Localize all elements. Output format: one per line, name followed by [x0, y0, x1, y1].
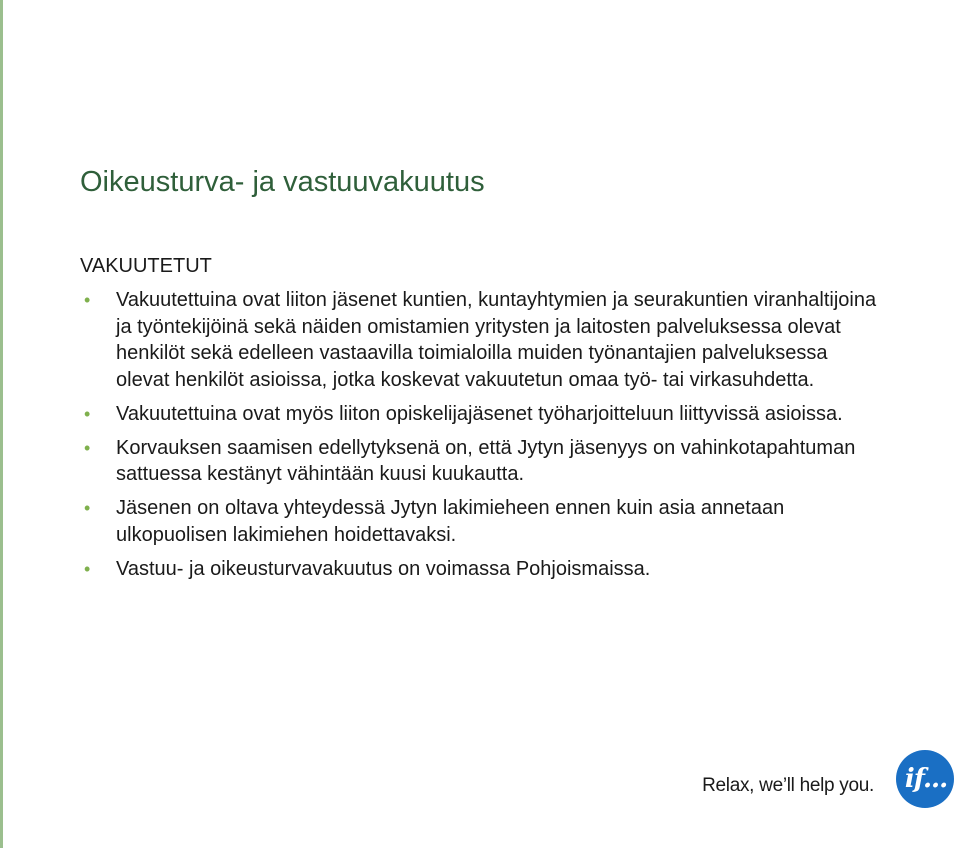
- bullet-text: Korvauksen saamisen edellytyksenä on, että Jytyn jäsenyys on vahinkotapahtuman sattuessa kestänyt vähintään kuusi kuukautta.: [116, 436, 856, 485]
- slide-title: Oikeusturva- ja vastuuvakuutus: [80, 166, 485, 198]
- bullet-icon: •: [84, 403, 91, 424]
- bullet-item: [80, 287, 880, 393]
- bullet-icon: •: [84, 437, 91, 458]
- bullet-icon: •: [84, 498, 91, 518]
- bullet-item: [80, 495, 880, 548]
- bullet-text: Vastuu- ja oikeusturvavakuutus on voimassa Pohjoismaissa.: [116, 557, 651, 580]
- if-logo-text: if...: [904, 764, 948, 794]
- section-label: VAKUUTETUT: [80, 255, 212, 277]
- bullet-text: Vakuutettuina ovat liiton jäsenet kuntien, kuntayhtymien ja seurakuntien viranhaltijoina ja työntekijöinä sekä näiden omistamien yritysten ja laitosten palveluksessa olevat henkilöt sekä edelleen vastaavilla toimialoilla muiden työnantajien palveluksessa olevat henkilöt asioissa, jotka koskevat vakuutetun omaa työ- tai virkasuhdetta.: [116, 289, 877, 391]
- bullet-text: Vakuutettuina ovat myös liiton opiskelijajäsenet työharjoitteluun liittyvissä asioissa.: [116, 402, 843, 425]
- footer-brand: [702, 750, 954, 808]
- left-accent-rule: [0, 0, 3, 848]
- brand-slogan: Relax, we’ll help you.: [702, 775, 874, 796]
- bullet-icon: •: [84, 558, 91, 579]
- if-logo: [896, 750, 954, 808]
- bullet-list: [80, 287, 880, 590]
- bullet-item: [80, 435, 880, 488]
- bullet-item: [80, 401, 880, 428]
- bullet-item: [80, 556, 880, 583]
- bullet-text: Jäsenen on oltava yhteydessä Jytyn lakimieheen ennen kuin asia annetaan ulkopuolisen lakimiehen hoidettavaksi.: [116, 497, 785, 546]
- bullet-icon: •: [84, 290, 91, 310]
